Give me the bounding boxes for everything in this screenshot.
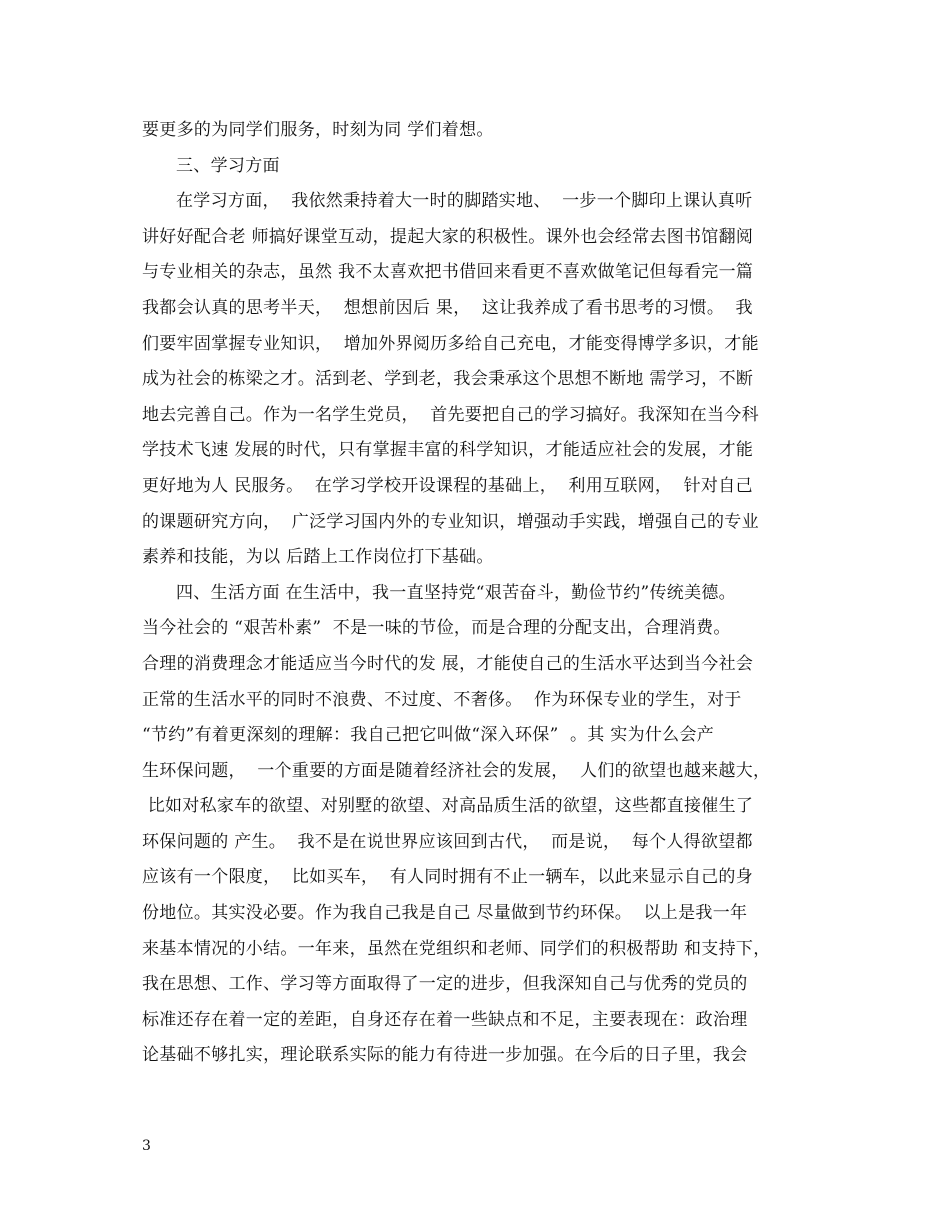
text-line: 要更多的为同学们服务，时刻为同 学们着想。 xyxy=(142,120,494,140)
text-line: 份地位。其实没必要。作为我自己我是自己 尽量做到节约环保。 以上是我一年 xyxy=(142,903,748,924)
text-line: 当今社会的 “艰苦朴素” 不是一味的节俭，而是合理的分配支出，合理消费。 xyxy=(142,618,731,639)
text-line: 生环保问题， 一个重要的方面是随着经济社会的发展， 人们的欲望也越来越大， xyxy=(142,760,771,781)
text-line: 环保问题的 产生。 我不是在说世界应该回到古代， 而是说， 每个人得欲望都 xyxy=(142,831,753,852)
text-line: “节约”有着更深刻的理解：我自己把它叫做“深入环保” 。其 实为什么会产 xyxy=(142,725,715,746)
text-line: 们要牢固掌握专业知识， 增加外界阅历多给自己充电，才能变得博学多识，才能 xyxy=(142,333,759,354)
text-line: 讲好好配合老 师搞好课堂互动，提起大家的积极性。课外也会经常去图书馆翻阅 xyxy=(142,226,754,247)
text-line: 更好地为人 民服务。 在学习学校开设课程的基础上， 利用互联网， 针对自己 xyxy=(142,475,753,496)
text-line: 标准还存在着一定的差距，自身还存在着一些缺点和不足，主要表现在：政治理 xyxy=(142,1009,748,1030)
text-line: 学技术飞速 发展的时代，只有掌握丰富的科学知识，才能适应社会的发展，才能 xyxy=(142,440,754,461)
text-line: 成为社会的栋梁之才。活到老、学到老，我会秉承这个思想不断地 需学习，不断 xyxy=(142,369,754,390)
body-text xyxy=(142,113,822,1074)
text-line: 的课题研究方向， 广泛学习国内外的专业知识，增强动手实践，增强自己的专业 xyxy=(142,511,759,532)
section-heading-life: 四、生活方面 在生活中，我一直坚持党“艰苦奋斗，勤俭节约”传统美德。 xyxy=(176,582,736,603)
text-line: 正常的生活水平的同时不浪费、不过度、不奢侈。 作为环保专业的学生，对于 xyxy=(142,689,742,710)
text-line: 在学习方面， 我依然秉持着大一时的脚踏实地、 一步一个脚印上课认真听 xyxy=(176,191,753,212)
text-line: 地去完善自己。作为一名学生党员， 首先要把自己的学习搞好。我深知在当今科 xyxy=(142,404,759,425)
text-line: 来基本情况的小结。一年来，虽然在党组织和老师、同学们的积极帮助 和支持下， xyxy=(142,938,771,959)
text-line: 与专业相关的杂志，虽然 我不太喜欢把书借回来看更不喜欢做笔记但每看完一篇 xyxy=(142,262,754,283)
page-number: 3 xyxy=(142,1138,151,1154)
text-line: 比如对私家车的欲望、对别墅的欲望、对高品质生活的欲望，这些都直接催生了 xyxy=(142,796,754,817)
text-line: 论基础不够扎实，理论联系实际的能力有待进一步加强。在今后的日子里，我会 xyxy=(142,1045,748,1066)
text-line: 素养和技能，为以 后踏上工作岗位打下基础。 xyxy=(142,547,494,568)
text-line: 应该有一个限度， 比如买车， 有人同时拥有不止一辆车，以此来显示自己的身 xyxy=(142,867,754,888)
section-heading-study: 三、学习方面 xyxy=(176,155,280,176)
text-line: 我在思想、工作、学习等方面取得了一定的进步，但我深知自己与优秀的党员的 xyxy=(142,974,748,995)
text-line: 我都会认真的思考半天， 想想前因后 果， 这让我养成了看书思考的习惯。 我 xyxy=(142,297,753,318)
text-line: 合理的消费理念才能适应当今时代的发 展，才能使自己的生活水平达到当今社会 xyxy=(142,653,754,674)
